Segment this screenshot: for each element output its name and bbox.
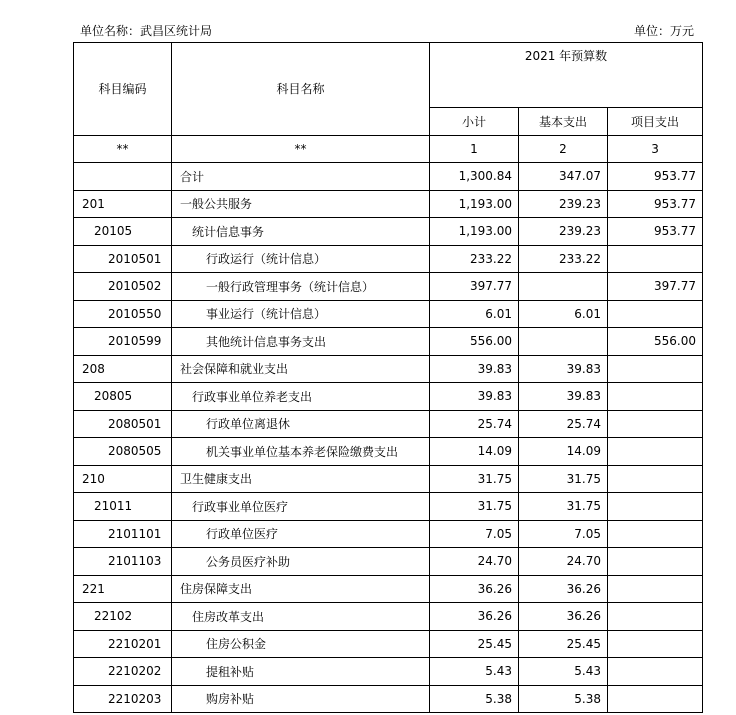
row-basic: 6.01 xyxy=(519,300,608,328)
row-code: 22102 xyxy=(74,603,172,631)
index-row xyxy=(74,135,703,163)
row-subtotal: 5.43 xyxy=(430,658,519,686)
row-project xyxy=(608,575,703,603)
table-row xyxy=(74,575,703,603)
row-project: 953.77 xyxy=(608,163,703,191)
row-subtotal: 5.38 xyxy=(430,685,519,713)
row-code: 201 xyxy=(74,190,172,218)
unit-name-label: 单位名称：武昌区统计局 xyxy=(80,24,213,38)
row-name: 行政事业单位养老支出 xyxy=(172,383,430,411)
table-row xyxy=(74,603,703,631)
row-name: 事业运行（统计信息） xyxy=(172,300,430,328)
row-name: 行政单位医疗 xyxy=(172,520,430,548)
row-subtotal: 1,300.84 xyxy=(430,163,519,191)
row-basic: 5.38 xyxy=(519,685,608,713)
row-project xyxy=(608,603,703,631)
row-code: 2080501 xyxy=(74,410,172,438)
row-name: 行政事业单位医疗 xyxy=(172,493,430,521)
row-project xyxy=(608,630,703,658)
row-code: 20105 xyxy=(74,218,172,246)
row-subtotal: 233.22 xyxy=(430,245,519,273)
row-subtotal: 31.75 xyxy=(430,493,519,521)
row-basic: 233.22 xyxy=(519,245,608,273)
row-basic: 239.23 xyxy=(519,190,608,218)
row-subtotal: 14.09 xyxy=(430,438,519,466)
row-name: 卫生健康支出 xyxy=(172,465,430,493)
index-subtotal: 1 xyxy=(430,135,519,163)
table-row xyxy=(74,548,703,576)
table-row xyxy=(74,300,703,328)
row-code xyxy=(74,163,172,191)
row-subtotal: 6.01 xyxy=(430,300,519,328)
row-basic xyxy=(519,328,608,356)
row-project xyxy=(608,685,703,713)
table-row xyxy=(74,355,703,383)
row-subtotal: 1,193.00 xyxy=(430,190,519,218)
row-subtotal: 39.83 xyxy=(430,383,519,411)
table-row xyxy=(74,218,703,246)
row-basic: 239.23 xyxy=(519,218,608,246)
column-header-code: 科目编码 xyxy=(74,43,172,136)
row-basic: 31.75 xyxy=(519,493,608,521)
row-subtotal: 25.74 xyxy=(430,410,519,438)
column-header-name: 科目名称 xyxy=(172,43,430,136)
column-header-subtotal: 小计 xyxy=(430,108,519,136)
index-project: 3 xyxy=(608,135,703,163)
row-basic xyxy=(519,273,608,301)
row-code: 221 xyxy=(74,575,172,603)
table-row xyxy=(74,630,703,658)
table-row xyxy=(74,658,703,686)
row-project xyxy=(608,465,703,493)
row-project xyxy=(608,493,703,521)
row-basic: 39.83 xyxy=(519,383,608,411)
row-code: 2080505 xyxy=(74,438,172,466)
row-project xyxy=(608,355,703,383)
row-name: 一般公共服务 xyxy=(172,190,430,218)
index-name: ** xyxy=(172,135,430,163)
row-name: 住房改革支出 xyxy=(172,603,430,631)
row-project xyxy=(608,300,703,328)
row-name: 住房公积金 xyxy=(172,630,430,658)
row-basic: 25.74 xyxy=(519,410,608,438)
table-row xyxy=(74,163,703,191)
row-basic: 14.09 xyxy=(519,438,608,466)
row-project xyxy=(608,548,703,576)
row-code: 2101101 xyxy=(74,520,172,548)
row-basic: 347.07 xyxy=(519,163,608,191)
column-group-budget: 2021 年预算数 xyxy=(430,43,703,108)
row-project xyxy=(608,410,703,438)
row-code: 2010502 xyxy=(74,273,172,301)
row-code: 208 xyxy=(74,355,172,383)
row-project: 953.77 xyxy=(608,190,703,218)
table-row xyxy=(74,273,703,301)
row-name: 公务员医疗补助 xyxy=(172,548,430,576)
column-header-basic: 基本支出 xyxy=(519,108,608,136)
row-subtotal: 36.26 xyxy=(430,603,519,631)
row-name: 社会保障和就业支出 xyxy=(172,355,430,383)
row-subtotal: 7.05 xyxy=(430,520,519,548)
row-name: 机关事业单位基本养老保险缴费支出 xyxy=(172,438,430,466)
row-subtotal: 39.83 xyxy=(430,355,519,383)
row-basic: 24.70 xyxy=(519,548,608,576)
row-basic: 5.43 xyxy=(519,658,608,686)
column-header-project: 项目支出 xyxy=(608,108,703,136)
header-row-1 xyxy=(74,43,703,108)
budget-table xyxy=(73,42,703,713)
row-code: 2010501 xyxy=(74,245,172,273)
row-code: 2010599 xyxy=(74,328,172,356)
index-code: ** xyxy=(74,135,172,163)
row-basic: 7.05 xyxy=(519,520,608,548)
row-subtotal: 24.70 xyxy=(430,548,519,576)
row-name: 行政运行（统计信息） xyxy=(172,245,430,273)
row-code: 2101103 xyxy=(74,548,172,576)
table-row xyxy=(74,383,703,411)
row-project xyxy=(608,438,703,466)
row-subtotal: 31.75 xyxy=(430,465,519,493)
currency-unit-label: 单位：万元 xyxy=(633,24,694,38)
row-project xyxy=(608,245,703,273)
row-project: 556.00 xyxy=(608,328,703,356)
table-row xyxy=(74,190,703,218)
report-header xyxy=(80,22,694,42)
row-name: 住房保障支出 xyxy=(172,575,430,603)
row-project xyxy=(608,383,703,411)
row-name: 其他统计信息事务支出 xyxy=(172,328,430,356)
row-name: 行政单位离退休 xyxy=(172,410,430,438)
table-body xyxy=(74,163,703,713)
row-basic: 39.83 xyxy=(519,355,608,383)
row-code: 2210202 xyxy=(74,658,172,686)
table-row xyxy=(74,328,703,356)
row-subtotal: 556.00 xyxy=(430,328,519,356)
row-subtotal: 25.45 xyxy=(430,630,519,658)
row-project xyxy=(608,658,703,686)
table-row xyxy=(74,245,703,273)
row-name: 购房补贴 xyxy=(172,685,430,713)
row-basic: 25.45 xyxy=(519,630,608,658)
row-name: 统计信息事务 xyxy=(172,218,430,246)
row-code: 20805 xyxy=(74,383,172,411)
row-project: 397.77 xyxy=(608,273,703,301)
row-name: 提租补贴 xyxy=(172,658,430,686)
table-row xyxy=(74,465,703,493)
row-basic: 31.75 xyxy=(519,465,608,493)
row-code: 2210203 xyxy=(74,685,172,713)
table-row xyxy=(74,520,703,548)
row-code: 210 xyxy=(74,465,172,493)
row-name: 一般行政管理事务（统计信息） xyxy=(172,273,430,301)
row-subtotal: 36.26 xyxy=(430,575,519,603)
table-row xyxy=(74,685,703,713)
row-name: 合计 xyxy=(172,163,430,191)
row-subtotal: 397.77 xyxy=(430,273,519,301)
row-code: 2210201 xyxy=(74,630,172,658)
row-project: 953.77 xyxy=(608,218,703,246)
index-basic: 2 xyxy=(519,135,608,163)
row-basic: 36.26 xyxy=(519,603,608,631)
table-row xyxy=(74,438,703,466)
row-basic: 36.26 xyxy=(519,575,608,603)
row-code: 2010550 xyxy=(74,300,172,328)
row-code: 21011 xyxy=(74,493,172,521)
row-project xyxy=(608,520,703,548)
row-subtotal: 1,193.00 xyxy=(430,218,519,246)
table-row xyxy=(74,410,703,438)
table-row xyxy=(74,493,703,521)
